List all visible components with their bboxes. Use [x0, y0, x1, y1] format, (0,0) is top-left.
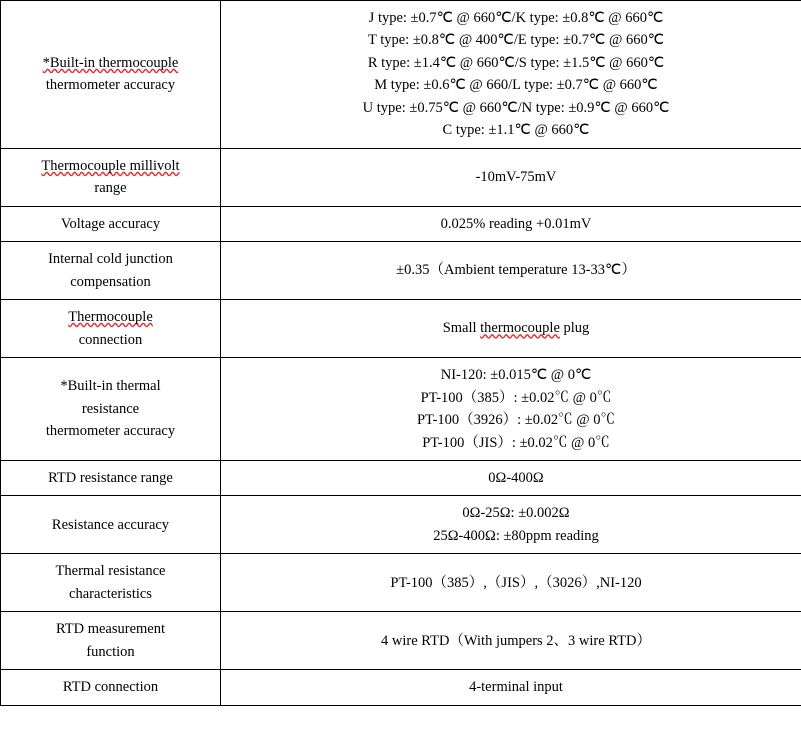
- row-value-rtd-measurement-function: [221, 612, 801, 670]
- table-row: [1, 358, 801, 461]
- value-line: 25Ω-400Ω: ±80ppm reading: [433, 527, 599, 544]
- row-label-thermal-resistance-characteristics: [1, 554, 221, 612]
- label-line: RTD resistance range: [48, 469, 173, 486]
- value-line: M type: ±0.6℃ @ 660/L type: ±0.7℃ @ 660℃: [374, 77, 658, 94]
- row-label-rtd-resistance-range: [1, 460, 221, 495]
- label-line: Resistance accuracy: [51, 516, 170, 533]
- label-line: range: [94, 180, 127, 197]
- label-line: RTD connection: [62, 679, 159, 696]
- value-line: R type: ±1.4℃ @ 660℃/S type: ±1.5℃ @ 660℃: [367, 54, 665, 71]
- label-line: Thermocouple: [68, 309, 153, 326]
- table-row: [1, 206, 801, 241]
- label-line: RTD measurement: [55, 621, 166, 638]
- value-line: 4-terminal input: [469, 679, 563, 696]
- value-line: 4 wire RTD（With jumpers 2、3 wire RTD）: [381, 632, 651, 649]
- label-line: thermometer accuracy: [45, 77, 176, 94]
- row-value-thermocouple-millivolt-range: [221, 148, 801, 206]
- row-value-builtin-thermal-resistance-accuracy: [221, 358, 801, 461]
- row-value-internal-cold-junction-compensation: [221, 242, 801, 300]
- value-line: C type: ±1.1℃ @ 660℃: [442, 122, 590, 139]
- value-line: J type: ±0.7℃ @ 660℃/K type: ±0.8℃ @ 660℃: [368, 10, 664, 26]
- value-line: 0.025% reading +0.01mV: [440, 215, 592, 232]
- value-line: T type: ±0.8℃ @ 400℃/E type: ±0.7℃ @ 660℃: [368, 32, 664, 49]
- row-label-thermocouple-millivolt-range: [1, 148, 221, 206]
- row-label-resistance-accuracy: [1, 496, 221, 554]
- value-line: U type: ±0.75℃ @ 660℃/N type: ±0.9℃ @ 660℃: [362, 99, 670, 116]
- label-line: Thermocouple millivolt: [41, 157, 180, 174]
- label-line: Internal cold junction: [48, 251, 173, 268]
- row-value-rtd-connection: [221, 670, 801, 705]
- row-value-builtin-thermocouple-accuracy: [221, 1, 801, 149]
- value-line: 0Ω-400Ω: [488, 469, 544, 486]
- row-label-rtd-measurement-function: [1, 612, 221, 670]
- row-label-rtd-connection: [1, 670, 221, 705]
- table-row: [1, 148, 801, 206]
- table-row: [1, 300, 801, 358]
- row-label-internal-cold-junction-compensation: [1, 242, 221, 300]
- value-line: ±0.35（Ambient temperature 13-33℃）: [396, 262, 636, 279]
- table-row: [1, 554, 801, 612]
- value-line: -10mV-75mV: [475, 169, 557, 186]
- row-label-builtin-thermal-resistance-accuracy: [1, 358, 221, 461]
- label-line: resistance: [81, 400, 140, 417]
- row-value-voltage-accuracy: [221, 206, 801, 241]
- label-line: Thermal resistance: [55, 563, 166, 580]
- table-row: [1, 496, 801, 554]
- value-line: PT-100（385）,（JIS）,（3026）,NI-120: [390, 574, 642, 591]
- row-value-thermocouple-connection: [221, 300, 801, 358]
- value-line: Small thermocouple plug: [442, 320, 590, 337]
- label-line: function: [86, 643, 135, 660]
- table-row: [1, 242, 801, 300]
- row-value-rtd-resistance-range: [221, 460, 801, 495]
- label-line: compensation: [70, 273, 151, 290]
- table-row: [1, 1, 801, 149]
- value-line: PT-100（385）: ±0.02℃ @ 0℃: [420, 389, 612, 406]
- specification-table-body: [1, 1, 801, 706]
- value-line: PT-100（3926）: ±0.02℃ @ 0℃: [416, 412, 615, 429]
- table-row: [1, 670, 801, 705]
- label-line: connection: [78, 331, 143, 348]
- label-line: thermometer accuracy: [45, 423, 176, 440]
- row-value-resistance-accuracy: [221, 496, 801, 554]
- row-label-thermocouple-connection: [1, 300, 221, 358]
- value-line: PT-100（JIS）: ±0.02℃ @ 0℃: [422, 434, 610, 451]
- label-line: *Built-in thermal: [60, 378, 161, 395]
- label-line: characteristics: [69, 585, 152, 602]
- row-label-voltage-accuracy: [1, 206, 221, 241]
- value-line: NI-120: ±0.015℃ @ 0℃: [440, 367, 592, 384]
- label-line: Voltage accuracy: [60, 215, 161, 232]
- table-row: [1, 612, 801, 670]
- value-line: 0Ω-25Ω: ±0.002Ω: [462, 505, 570, 522]
- table-row: [1, 460, 801, 495]
- label-line: *Built-in thermocouple: [42, 54, 179, 71]
- row-label-builtin-thermocouple-accuracy: [1, 1, 221, 149]
- row-value-thermal-resistance-characteristics: [221, 554, 801, 612]
